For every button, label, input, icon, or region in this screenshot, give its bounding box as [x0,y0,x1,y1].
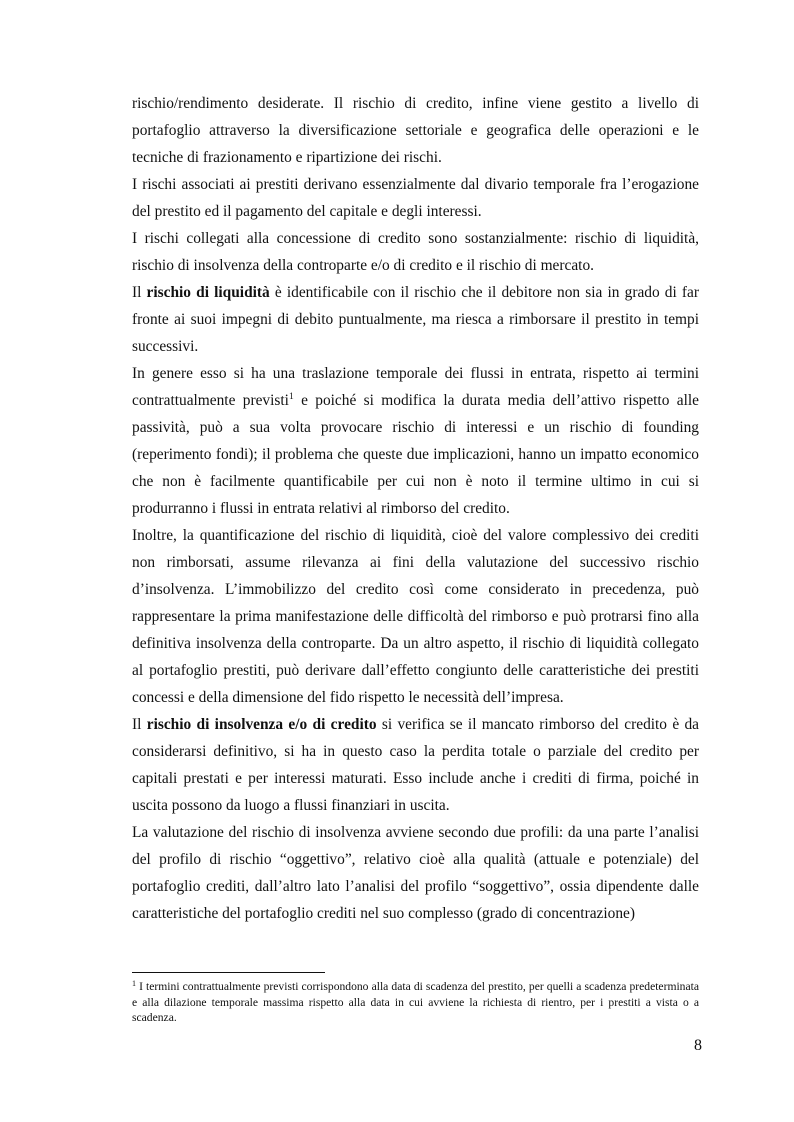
page-number: 8 [694,1037,702,1054]
paragraph [132,279,699,360]
paragraph: La valutazione del rischio di insolvenza avviene secondo due profili: da una parte l’analisi del profilo di rischio “oggettivo”, relativo cioè alla qualità (attuale e potenziale) del portafoglio crediti, dall’altro lato l’analisi del profilo “soggettivo”, ossia dipendente dalle caratteristiche del portafoglio crediti nel suo complesso (grado di concentrazione) [132,824,699,922]
paragraph: rischio/rendimento desiderate. Il rischio di credito, infine viene gestito a livello di portafoglio attraverso la diversificazione settoriale e geografica delle operazioni e le tecniche di frazionamento e ripartizione dei rischi. [132,95,699,166]
paragraph-after-note: e poiché si modifica la durata media dell’attivo rispetto alle passività, può a sua volta provocare rischio di interessi e un rischio di founding (reperimento fondi); il problema che queste due implicazioni, hanno un impatto economico che non è facilmente quantificabile per cui non è noto il termine ultimo in cui si produrranno i flussi in entrata relativi al rimborso del credito. [132,392,699,517]
paragraph-lead: Il [132,284,147,301]
paragraph: I rischi associati ai prestiti derivano essenzialmente dal divario temporale fra l’erogazione del prestito ed il pagamento del capitale e degli interessi. [132,176,699,220]
footnote-reference: 1 [288,392,294,402]
footnote [132,979,699,1026]
body-text [132,90,699,927]
paragraph-rest: è identificabile con il rischio che il debitore non sia in grado di far fronte ai suoi impegni di debito puntualmente, ma riesca a rimborsare il prestito in tempi successivi. [132,284,700,355]
paragraph-before-note: In genere esso si ha una traslazione temporale dei flussi in entrata, rispetto ai termini contrattualmente previsti [132,365,699,409]
term-rischio-di-liquidita: rischio di liquidità [146,284,270,301]
paragraph [132,711,699,819]
footnote-number: 1 [132,979,136,988]
paragraph: I rischi collegati alla concessione di credito sono sostanzialmente: rischio di liquidità, rischio di insolvenza della controparte e/o di credito e il rischio di mercato. [132,230,699,274]
term-rischio-di-insolvenza: rischio di insolvenza e/o di credito [146,716,377,733]
paragraph-rest: si verifica se il mancato rimborso del credito è da considerarsi definitivo, si ha in questo caso la perdita totale o parziale del credito per capitali prestati e per interessi maturati. Esso include anche i crediti di firma, poiché in uscita possono da luogo a flussi finanziari in uscita. [132,716,700,814]
footnote-separator [132,972,325,973]
footnote-text: I termini contrattualmente previsti corrispondono alla data di scadenza del prestito, per quelli a scadenza predeterminata e alla dilazione temporale massima rispetto alla data in cui avviene la richiesta di rientro, per i prestiti a vista o a scadenza. [132,980,699,1024]
paragraph: Inoltre, la quantificazione del rischio di liquidità, cioè del valore complessivo dei crediti non rimborsati, assume rilevanza ai fini della valutazione del successivo rischio d’insolvenza. L’immobilizzo del credito così come considerato in precedenza, può rappresentare la prima manifestazione delle difficoltà del rimborso e può protrarsi fino alla definitiva insolvenza della controparte. Da un altro aspetto, il rischio di liquidità collegato al portafoglio prestiti, può derivare dall’effetto congiunto delle caratteristiche dei prestiti concessi e della dimensione del fido rispetto le necessità dell’impresa. [132,527,699,706]
paragraph [132,360,699,522]
paragraph-lead: Il [132,716,147,733]
